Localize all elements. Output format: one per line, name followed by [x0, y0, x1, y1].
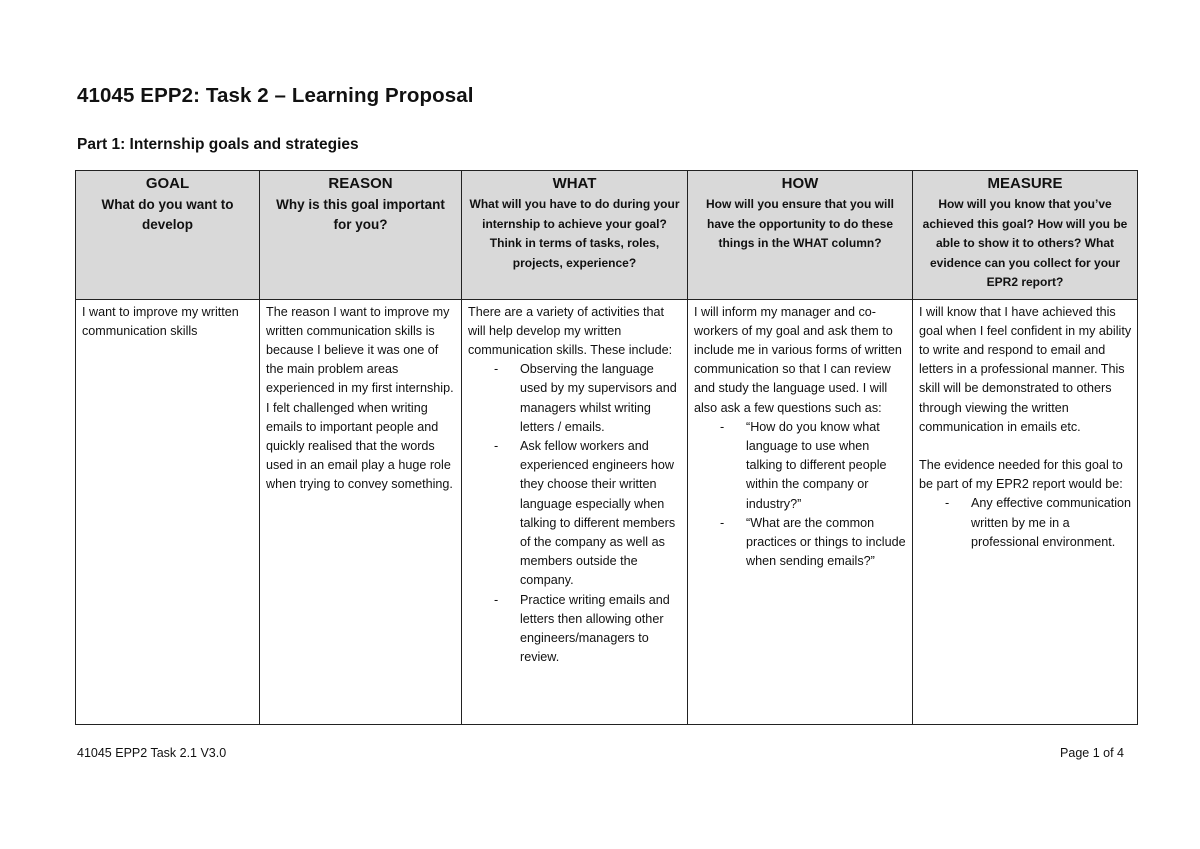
- header-what-title: WHAT: [552, 175, 597, 192]
- measure-bullet-list: [919, 494, 1132, 552]
- how-bullet-list: [694, 418, 907, 572]
- header-goal-subtitle: What do you want to develop: [101, 197, 234, 232]
- list-item: - “How do you know what language to use when talking to different people within the company or industry?”: [746, 418, 907, 514]
- measure-paragraph-2: The evidence needed for this goal to be part of my EPR2 report would be:: [919, 457, 1123, 492]
- cell-how: [688, 299, 913, 724]
- section-heading: Part 1: Internship goals and strategies: [77, 136, 359, 153]
- header-what-subtitle: What will you have to do during your internship to achieve your goal? Think in terms of tasks, roles, projects, experience?: [469, 197, 680, 270]
- list-item: - Ask fellow workers and experienced engineers how they choose their written language especially when talking to different members of the company as well as members outside the company.: [520, 437, 682, 591]
- learning-proposal-table: [75, 170, 1138, 725]
- header-measure-subtitle: How will you know that you’ve achieved this goal? How will you be able to show it to others? What evidence can you collect for your EPR2 report?: [922, 197, 1128, 289]
- header-reason-title: REASON: [328, 175, 393, 192]
- cell-measure: [913, 299, 1138, 724]
- footer-page-number: Page 1 of 4: [1060, 746, 1124, 760]
- cell-goal: [76, 299, 260, 724]
- header-what: [462, 171, 688, 300]
- cell-what: [462, 299, 688, 724]
- what-intro: There are a variety of activities that will help develop my written communication skills. These include:: [468, 304, 673, 357]
- list-item: - Observing the language used by my supervisors and managers whilst writing letters / emails.: [520, 360, 682, 437]
- table-header-row: [76, 171, 1138, 300]
- what-bullet-list: [468, 360, 682, 667]
- header-how: [688, 171, 913, 300]
- reason-text: The reason I want to improve my written communication skills is because I believe it was one of the main problem areas experienced in my first internship. I felt challenged when writing emails to important people and quickly realised that the words used in an email play a huge role when trying to convey something.: [266, 304, 454, 492]
- footer-document-id: 41045 EPP2 Task 2.1 V3.0: [77, 746, 227, 760]
- header-goal-title: GOAL: [145, 175, 190, 192]
- how-intro: I will inform my manager and co-workers of my goal and ask them to include me in various forms of written communication so that I can review and study the language used. I will also ask a few questions such as:: [694, 304, 902, 415]
- cell-reason: [260, 299, 462, 724]
- table-row: [76, 299, 1138, 724]
- header-measure: [913, 171, 1138, 300]
- page-title: 41045 EPP2: Task 2 – Learning Proposal: [77, 84, 474, 107]
- goal-text: I want to improve my written communication skills: [82, 304, 239, 338]
- header-goal: [76, 171, 260, 300]
- measure-paragraph-1: I will know that I have achieved this goal when I feel confident in my ability to write and respond to email and letters in a professional manner. This skill will be demonstrated to others through viewing the written communication in emails etc.: [919, 304, 1132, 434]
- header-measure-title: MEASURE: [987, 175, 1063, 192]
- header-how-subtitle: How will you ensure that you will have the opportunity to do these things in the WHAT column?: [705, 197, 895, 250]
- list-item: - Practice writing emails and letters then allowing other engineers/managers to review.: [520, 591, 682, 668]
- list-item: - “What are the common practices or things to include when sending emails?”: [746, 514, 907, 572]
- header-how-title: HOW: [781, 175, 819, 192]
- list-item: - Any effective communication written by me in a professional environment.: [971, 494, 1132, 552]
- header-reason: [260, 171, 462, 300]
- header-reason-subtitle: Why is this goal important for you?: [276, 197, 445, 232]
